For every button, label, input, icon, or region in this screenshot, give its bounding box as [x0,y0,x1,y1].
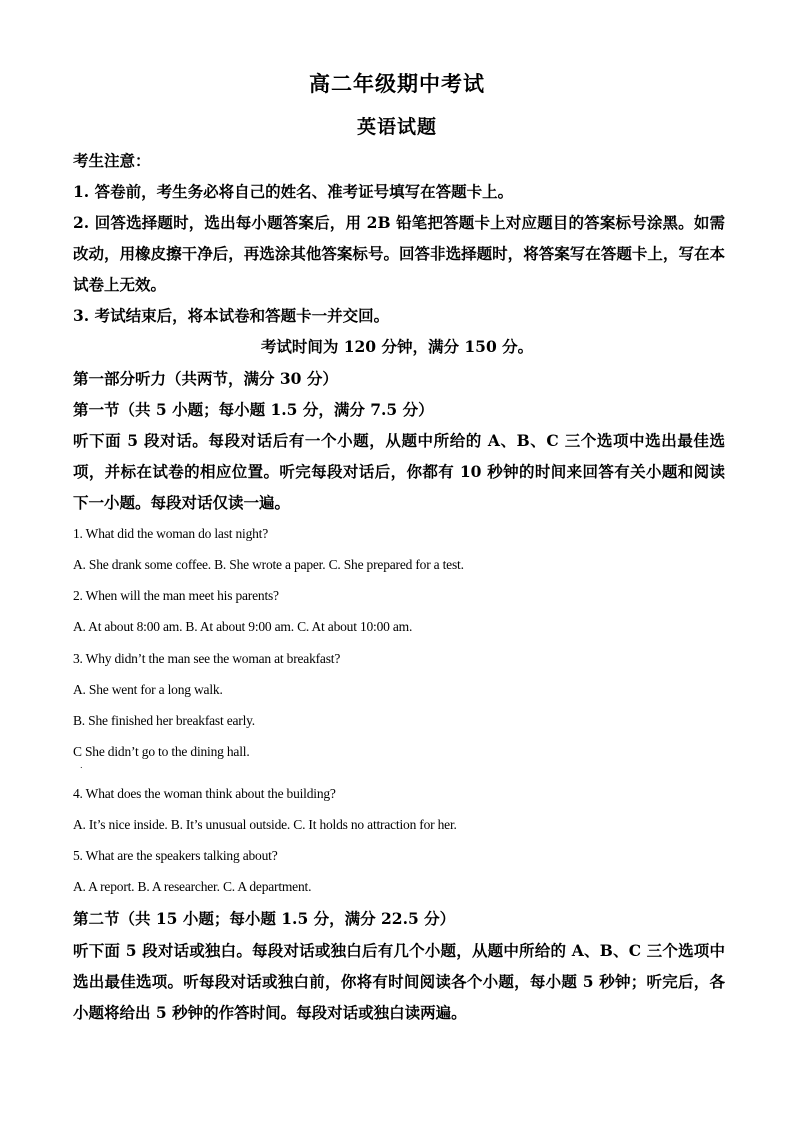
question-3-option-a: A. She went for a long walk. [73,682,223,697]
notice-item-1: 1. 答卷前，考生务必将自己的姓名、准考证号填写在答题卡上。 [73,182,514,201]
question-1-options: A. She drank some coffee. B. She wrote a paper. C. She prepared for a test. [73,557,464,572]
section1-instructions: 听下面 5 段对话。每段对话后有一个小题，从题中所给的 A、B、C 三个选项中选出最佳选项，并标在试卷的相应位置。听完每段对话后，你都有 10 秒钟的时间来回答有关小题和阅读下一小题。每段对话仅读一遍。 [73,431,725,512]
exam-title: 高二年级期中考试 [309,71,485,96]
question-4-options: A. It’s nice inside. B. It’s unusual outside. C. It holds no attraction for her. [73,817,457,832]
exam-time-note: 考试时间为 120 分钟，满分 150 分。 [260,337,534,356]
notice-item-3: 3. 考试结束后，将本试卷和答题卡一并交回。 [73,306,390,325]
stray-dot: . [80,761,83,770]
section2-instructions: 听下面 5 段对话或独白。每段对话或独白后有几个小题，从题中所给的 A、B、C 三个选项中选出最佳选项。听每段对话或独白前，你将有时间阅读各个小题，每小题 5 秒钟；听完后，各小题将给出 5 秒钟的作答时间。每段对话或独白读两遍。 [73,941,725,1022]
exam-subtitle: 英语试题 [356,116,437,138]
question-3: 3. Why didn’t the man see the woman at breakfast? [73,651,341,666]
question-1: 1. What did the woman do last night? [73,526,269,541]
section2-heading: 第二节（共 15 小题；每小题 1.5 分，满分 22.5 分） [73,909,456,928]
section1-heading: 第一节（共 5 小题；每小题 1.5 分，满分 7.5 分） [73,400,434,419]
question-5-options: A. A report. B. A researcher. C. A department. [73,879,312,894]
question-2-options: A. At about 8:00 am. B. At about 9:00 am. C. At about 10:00 am. [73,619,413,634]
question-2: 2. When will the man meet his parents? [73,588,279,603]
question-3-option-b: B. She finished her breakfast early. [73,713,255,728]
question-3-option-c: C She didn’t go to the dining hall. [73,744,250,759]
question-4: 4. What does the woman think about the building? [73,786,336,801]
question-5: 5. What are the speakers talking about? [73,848,278,863]
notice-item-2: 2. 回答选择题时，选出每小题答案后，用 2B 铅笔把答题卡上对应题目的答案标号涂黑。如需改动，用橡皮擦干净后，再选涂其他答案标号。回答非选择题时，将答案写在答题卡上，写在本试卷上无效。 [73,213,725,294]
part1-heading: 第一部分听力（共两节，满分 30 分） [73,369,338,388]
notice-heading: 考生注意： [73,151,151,170]
